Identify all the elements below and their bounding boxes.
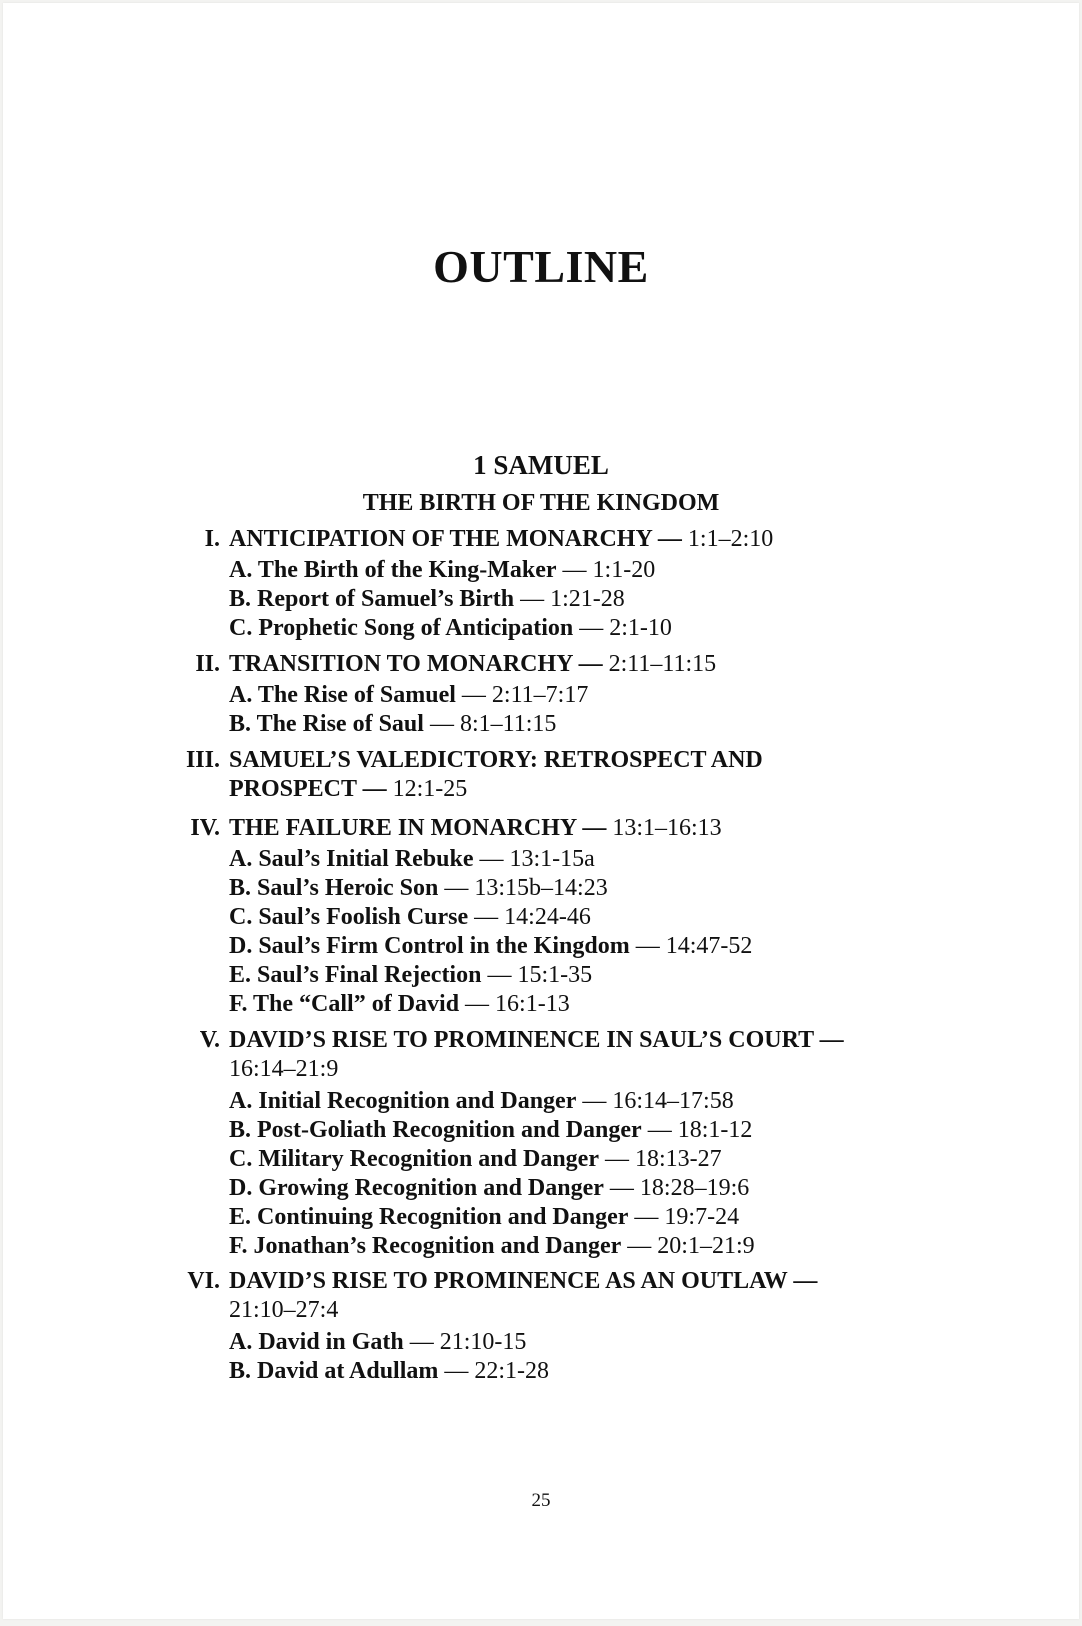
outline-item-ref: — 13:1-15a xyxy=(479,846,595,872)
outline-item-label: F. The “Call” of David xyxy=(229,991,460,1017)
outline-item-ref: — 16:14–17:58 xyxy=(582,1088,734,1114)
outline-item-ref: — 14:47-52 xyxy=(635,933,753,959)
outline-item-ref: — 22:1-28 xyxy=(444,1358,550,1384)
section-heading-text: THE FAILURE IN MONARCHY — xyxy=(229,815,607,841)
section-ref: 12:1-25 xyxy=(392,776,468,802)
outline-item xyxy=(229,1232,755,1260)
section-heading xyxy=(229,746,763,774)
outline-item-label: B. David at Adullam xyxy=(229,1358,439,1384)
outline-item xyxy=(229,961,592,989)
outline-item-ref: — 2:1-10 xyxy=(579,615,672,641)
outline-item-ref: — 14:24-46 xyxy=(474,904,591,930)
outline-item-label: C. Prophetic Song of Anticipation xyxy=(229,615,574,641)
outline-item xyxy=(229,585,625,613)
outline-item-label: E. Saul’s Final Rejection xyxy=(229,962,482,988)
section-heading xyxy=(229,814,722,842)
outline-item xyxy=(229,1116,752,1144)
outline-item-label: F. Jonathan’s Recognition and Danger xyxy=(229,1233,622,1259)
outline-item-ref: — 18:13-27 xyxy=(604,1146,722,1172)
outline-item xyxy=(229,932,752,960)
outline-item xyxy=(229,556,655,584)
outline-item-label: C. Military Recognition and Danger xyxy=(229,1146,599,1172)
section-heading xyxy=(229,1026,844,1054)
book-subtitle: THE BIRTH OF THE KINGDOM xyxy=(362,490,720,516)
section-heading xyxy=(229,650,716,678)
outline-item-label: E. Continuing Recognition and Danger xyxy=(229,1204,629,1230)
outline-item xyxy=(229,874,608,902)
outline-item-label: D. Saul’s Firm Control in the Kingdom xyxy=(229,933,630,959)
section-ref: 21:10–27:4 xyxy=(229,1297,339,1323)
outline-item xyxy=(229,990,570,1018)
outline-item-ref: — 2:11–7:17 xyxy=(461,682,589,708)
outline-item xyxy=(229,681,588,709)
section-heading-text: SAMUEL’S VALEDICTORY: RETROSPECT AND xyxy=(229,747,763,773)
section-ref: 16:14–21:9 xyxy=(229,1056,339,1082)
outline-item xyxy=(229,1174,749,1202)
outline-item-label: A. The Rise of Samuel xyxy=(229,682,456,708)
section-numeral: VI. xyxy=(187,1268,220,1294)
outline-item xyxy=(229,845,595,873)
outline-item-label: D. Growing Recognition and Danger xyxy=(229,1175,604,1201)
outline-item-ref: — 13:15b–14:23 xyxy=(444,875,608,901)
section-heading-text: PROSPECT — xyxy=(229,776,387,802)
page-number: 25 xyxy=(531,1490,551,1511)
book-title: 1 SAMUEL xyxy=(473,450,609,480)
page-title: OUTLINE xyxy=(433,241,649,292)
section-heading-text: ANTICIPATION OF THE MONARCHY — xyxy=(229,526,682,552)
outline-item-ref: — 18:28–19:6 xyxy=(609,1175,750,1201)
section-heading-text: TRANSITION TO MONARCHY — xyxy=(229,651,603,677)
section-numeral: II. xyxy=(195,651,220,677)
outline-item xyxy=(229,903,591,931)
section-heading-text: DAVID’S RISE TO PROMINENCE AS AN OUTLAW — xyxy=(229,1268,818,1294)
outline-item-label: A. Saul’s Initial Rebuke xyxy=(229,846,474,872)
outline-item xyxy=(229,1145,722,1173)
outline-item xyxy=(229,1328,526,1356)
section-numeral: III. xyxy=(185,747,220,773)
section-numeral: V. xyxy=(199,1027,220,1053)
outline-item-ref: — 20:1–21:9 xyxy=(627,1233,755,1259)
outline-item-label: B. Saul’s Heroic Son xyxy=(229,875,439,901)
section-ref-line xyxy=(229,1055,338,1083)
outline-item-ref: — 18:1-12 xyxy=(647,1117,753,1143)
outline-item-ref: — 1:21-28 xyxy=(520,586,625,612)
section-heading xyxy=(229,1267,817,1295)
outline-item-label: B. The Rise of Saul xyxy=(229,711,424,737)
outline-item-ref: — 16:1-13 xyxy=(465,991,570,1017)
outline-item xyxy=(229,1203,739,1231)
section-heading-continued xyxy=(229,775,467,803)
outline-item-label: B. Report of Samuel’s Birth xyxy=(229,586,515,612)
section-ref: 2:11–11:15 xyxy=(608,651,717,677)
outline-item-label: B. Post-Goliath Recognition and Danger xyxy=(229,1117,642,1143)
section-ref: 13:1–16:13 xyxy=(612,815,722,841)
outline-item-ref: — 21:10-15 xyxy=(409,1329,527,1355)
outline-item xyxy=(229,614,672,642)
outline-item-label: A. The Birth of the King-Maker xyxy=(229,557,557,583)
section-numeral: IV. xyxy=(190,815,220,841)
section-numeral: I. xyxy=(204,526,220,552)
outline-item xyxy=(229,1357,549,1385)
outline-item-label: A. Initial Recognition and Danger xyxy=(229,1088,577,1114)
outline-item xyxy=(229,1087,734,1115)
section-ref: 1:1–2:10 xyxy=(687,526,774,552)
section-ref-line xyxy=(229,1296,338,1324)
outline-item-label: C. Saul’s Foolish Curse xyxy=(229,904,469,930)
outline-item-ref: — 8:1–11:15 xyxy=(429,711,557,737)
outline-item xyxy=(229,710,556,738)
outline-item-ref: — 1:1-20 xyxy=(562,557,656,583)
outline-item-ref: — 15:1-35 xyxy=(487,962,593,988)
outline-item-ref: — 19:7-24 xyxy=(634,1204,740,1230)
section-heading xyxy=(229,525,773,553)
section-heading-text: DAVID’S RISE TO PROMINENCE IN SAUL’S COURT — xyxy=(229,1027,844,1053)
outline-item-label: A. David in Gath xyxy=(229,1329,404,1355)
